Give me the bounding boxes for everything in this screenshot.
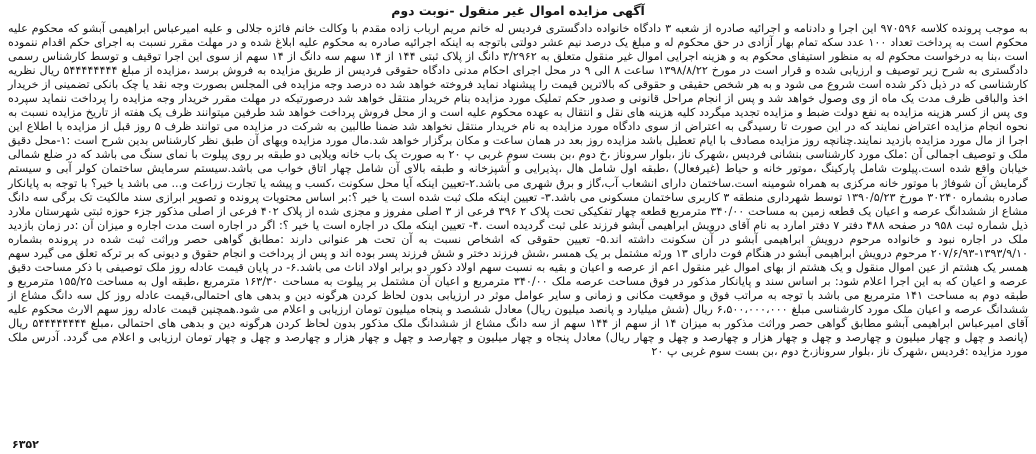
notice-body	[8, 22, 1028, 359]
notice-body-text: به موجب پرونده کلاسه ۹۷۰۵۹۶ این اجرا و دادنامه و اجرائیه صادره از شعبه ۳ دادگاه خانواده دادگستری فردیس له خانم مریم ارباب زاده مقدم با وکالت خانم فائزه جلالی و علیه امیرعباس ابراهیمی آبشو که محکوم علیه محکوم است به پرداخت تعداد ۱۰۰ عدد سکه تمام بهار آزادی در حق محکوم له و مبلغ یک درصد نیم عشر دولتی باتوجه به اینکه اجرائیه صادره به محکوم علیه ابلاغ شده و در مهلت مقرر نسبت به اجرای حکم اقدام ننموده است ،بنا به درخواست محکوم له به منظور استیفای محکوم به و هزینه اجرایی اموال غیر منقول متعلق به ۳/۲۹۶۲ دانگ از پلاک ثبتی ۱۴۴ از ۱۴ سهم سه دانگ از ۱۴ سهم از سوی این اجرا توقیف و توسط کارشناس رسمی دادگستری به شرح زیر توصیف و ارزیابی شده و قرار است در مورخ ۱۳۹۸/۸/۲۲ ساعت ۸ الی ۹ در محل اجرای احکام مدنی دادگاه حقوقی فردیس از طریق مزایده به فروش برسد ،مزایده از مبلغ ۵۴۴۴۴۴۴۴۴ ریال نظریه کارشناسی که در ذیل ذکر شده است شروع می شود و به هر شخص حقیقی و حقوقی که بالاترین قیمت را پیشنهاد نماید فروخته خواهد شد ده درصد وجه مزایده فی المجلس بصورت وجه نقد یا چک بانکی تضمینی از خریدار اخذ والباقی ظرف مدت یک ماه از وی وصول خواهد شد و پس از انجام مراحل قانونی و صدور حکم تملیک مورد مزایده بنام خریدار منتقل خواهد شد درصورتیکه در مهلت مقرر خریدار وجه مزایده را پرداخت ننماید سپرده وی پس از کسر هزینه مزایده به نفع دولت ضبط و مزایده تجدید میگردد کلیه هزینه های نقل و انتقال به عهده محکوم علیه است و از محل فروش پرداخت خواهد شد طرفین میتوانند ظرف یک هفته از تاریخ مزایده نسبت به نحوه انجام مزایده اعتراض نمایند که در این صورت تا رسیدگی به اعتراض از سوی دادگاه مورد مزایده به نام خریدار منتقل نخواهد شد ضمنا طالبین به شرکت در مزایده می توانند ظرف ۵ روز قبل از مزایده با اطلاع این اجرا از مال مورد مزایده بازدید نمایند.چنانچه روز مزایده مصادف با ایام تعطیل باشد مزایده روز بعد در همان ساعت و مکان برگزار خواهد شد.مال مورد مزایده وبهای آن طبق نظر کارشناس بدین شرح است :۱-محل دقیق ملک و توصیف اجمالی آن :ملک مورد کارشناسی بنشانی فردیس ،شهرک ناز ،بلوار سروناز ،خ دوم ،بن بست سوم غربی پ ۲۰ به صورت یک باب خانه ویلایی دو طبقه بر روی پیلوت با نمای سنگ می باشد که در ضلع شمالی خیابان واقع شده است.پیلوت شامل پارکینگ ،موتور خانه و حیاط (غیرفعال) ،طبقه اول شامل هال ،پذیرایی و آشپزخانه و طبقه بالای آن شامل چهار اتاق خواب می باشد.سیستم سرمایش ساختمان کولر آبی و سیستم گرمایش آن شوفاژ با موتور خانه مرکزی به همراه شومینه است.ساختمان دارای انشعاب آب،گاز و برق شهری می باشد.۲-تعیین اینکه آیا محل سکونت ،کسب و پیشه یا تجارت زراعت و... می باشد یا خیر؟ با توجه به پایانکار صادره بشماره ۳۰۲۴۰ مورخ ۱۳۹۰/۵/۲۳ توسط شهرداری منطقه ۳ کاربری ساختمان مسکونی می باشد.۳- تعیین اینکه ملک ثبت شده است یا خیر ؟:بر اساس محتویات پرونده و تصویر ابرازی سند مالکیت تک برگی سه دانگ مشاع از ششدانگ عرصه و اعیان یک قطعه زمین به مساحت ۳۴۰/۰۰ مترمربع قطعه چهار تفکیکی تحت پلاک ۲ ۳۹۶ فرعی از ۳ اصلی مفروز و مجزی شده از پلاک ۴۰۲ فرعی از اصلی مذکور جزء حوزه ثبتی شهرستان ملارد ذیل شماره ثبت ۹۵۸ در صفحه ۴۸۸ دفتر ۷ دفتر امارد به نام آقای درویش ابراهیمی آبشو فرزند علی ثبت گردیده است .۴- تعیین اینکه ملک در اجاره است یا خیر ؟: اگر در اجاره است مدت اجاره و میزان آن :در زمان بازدید ملک در اجاره نبود و خانواده مرحوم درویش ابراهیمی آبشو در آن سکونت داشته اند.۵- تعیین حقوقی که اشخاص نسبت به آن تحت هر عنوانی دارند :مطابق گواهی حصر وراثت ثبت شده در پرونده بشماره ۱۳۹۳/۹/۱۰-۲۰۷/۶/۹۳ مرحوم درویش ابراهیمی آبشو در هنگام فوت دارای ۱۳ ورثه مشتمل بر یک همسر ،شش فرزند دختر و شش فرزند پسر بوده اند و پس از پرداخت و انجام حقوق و دیونی که بر ترکه تعلق می گیرد سهم همسر یک هشتم از عین اموال منقول و یک هشتم از بهای اموال غیر منقول اعم از عرصه و اعیان و بقیه به نسبت سهم اولاد ذکور دو برابر اولاد اناث می باشد.۶- در پایان قیمت عادله روز ملک توصیفی با ذکر مساحت دقیق عرصه و اعیان که به این اجرا اعلام شود: بر اساس سند و پایانکار مذکور در فوق مساحت عرصه ملک ۳۴۰/۰۰ مترمربع و اعیان آن مشتمل بر پیلوت به مساحت ۱۶۳/۳۰ مترمربع ،طبقه اول به مساحت ۱۵۵/۲۵ مترمربع و طبقه دوم به مساحت ۱۴۱ مترمربع می باشد با توجه به مراتب فوق و موقعیت مکانی و زمانی و سایر عوامل موثر در ارزیابی بدون لحاظ کردن هرگونه دین و بدهی های احتمالی،قیمت عادله روز کل سه دانگ مشاع از ششدانگ عرصه و اعیان ملک مورد کارشناسی مبلغ ۶،۵۰۰،۰۰۰،۰۰۰ ریال (شش میلیارد و پانصد میلیون ریال) معادل ششصد و پنجاه میلیون تومان ارزیابی و اعلام می شود.همچنین قیمت عادله روز سهم الارث محکوم علیه آقای امیرعباس ابراهیمی آبشو مطابق گواهی حصر وراثت مذکور به میزان ۱۴ از سهم از ۱۴۴ سهم از سه دانگ مشاع از ششدانگ ملک مذکور بدون لحاظ کردن هرگونه دین و بدهی های احتمالی ،مبلغ ۵۴۴۴۴۴۴۴۴ ریال (پانصد و چهل و چهار میلیون و چهارصد و چهل و چهار هزار و چهارصد و چهل و چهار ریال) معادل پنجاه و چهار میلیون و چهارصد و چهل و چهار هزار و چهارصد و چهل و چهار تومان ارزیابی و اعلام می گردد.	[8, 22, 1029, 345]
notice-code: ۶۳۵۲	[12, 438, 39, 451]
notice-address: آدرس ملک مورد مزایده :فردیس ،شهرک ناز ،بلوار سروناز،خ دوم ،بن بست سوم غربی پ ۲۰	[8, 331, 1028, 359]
notice-title: آگهی مزایده اموال غیر منقول -نوبت دوم	[391, 3, 645, 18]
